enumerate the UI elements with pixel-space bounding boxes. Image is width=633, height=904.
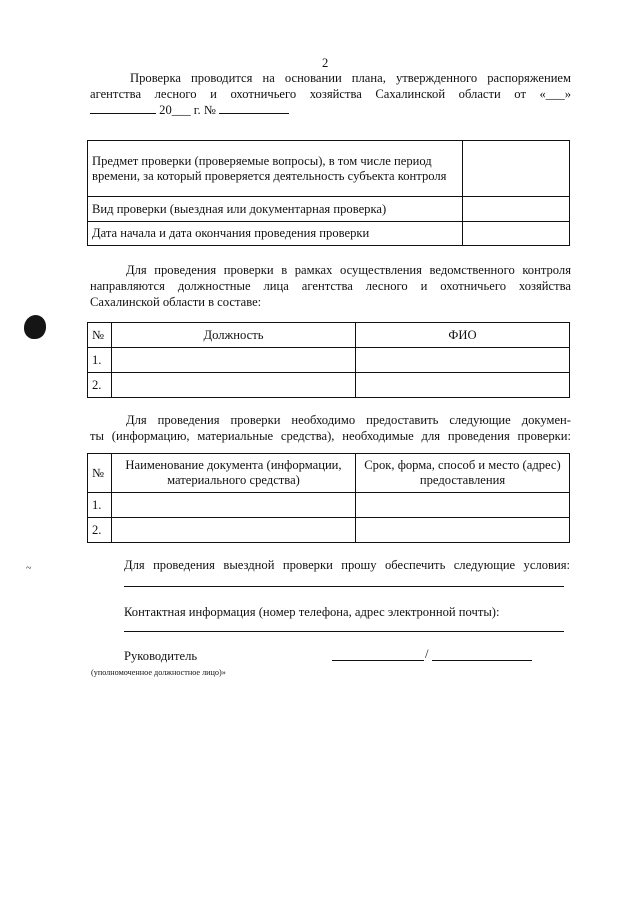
officials-table	[87, 322, 570, 398]
documents-table	[87, 453, 570, 543]
scan-mark: ~	[26, 563, 32, 574]
signature-label: Руководитель	[124, 649, 198, 663]
column-header-number: №	[88, 454, 112, 493]
intro-line-3	[90, 102, 571, 118]
documents-paragraph	[90, 412, 571, 444]
documents-line-2: ты (информацию, материальные средства), необходимые для проведения проверки:	[90, 429, 571, 443]
column-header-document: Наименование документа (информации, материального средства)	[112, 454, 356, 493]
onsite-conditions-text: Для проведения выездной проверки прошу обеспечить следующие условия:	[124, 558, 570, 572]
hole-punch-mark	[24, 315, 46, 339]
contact-info-line	[124, 631, 564, 632]
table-row	[88, 493, 570, 518]
document-cell	[112, 493, 356, 518]
officials-line-2: направляются должностные лица агентства лесного и охотничьего хозяйства	[90, 279, 571, 293]
page-number: 2	[322, 56, 329, 70]
position-cell	[112, 373, 356, 398]
name-cell	[356, 373, 570, 398]
inspection-subject-value	[463, 141, 570, 197]
column-header-name: ФИО	[356, 323, 570, 348]
column-header-position: Должность	[112, 323, 356, 348]
inspection-dates-value	[463, 222, 570, 246]
intro-paragraph	[90, 70, 571, 118]
table-row	[88, 348, 570, 373]
name-cell	[356, 348, 570, 373]
signature-caption: (уполномоченное должностное лицо)»	[91, 668, 226, 677]
name-line	[432, 660, 532, 661]
officials-line-3: Сахалинской области в составе:	[90, 295, 262, 309]
deadline-cell	[356, 493, 570, 518]
intro-line-2: агентства лесного и охотничьего хозяйства Сахалинской области от «___»	[90, 87, 571, 101]
onsite-conditions-line	[124, 586, 564, 587]
table-row	[88, 373, 570, 398]
column-header-deadline: Срок, форма, способ и место (адрес) предоставления	[356, 454, 570, 493]
inspection-subject-cell: Предмет проверки (проверяемые вопросы), в том числе период времени, за который проверяется деятельность субъекта контроля	[88, 141, 463, 197]
inspection-type-cell: Вид проверки (выездная или документарная проверка)	[88, 197, 463, 222]
order-number-blank	[219, 102, 289, 114]
signature-separator: /	[425, 647, 429, 661]
inspection-dates-cell: Дата начала и дата окончания проведения проверки	[88, 222, 463, 246]
column-header-number: №	[88, 323, 112, 348]
document-cell	[112, 518, 356, 543]
date-blank	[90, 102, 156, 114]
position-cell	[112, 348, 356, 373]
officials-paragraph	[90, 262, 571, 310]
deadline-cell	[356, 518, 570, 543]
signature-line	[332, 660, 424, 661]
inspection-table	[87, 140, 570, 246]
intro-line-1: Проверка проводится на основании плана, утвержденного распоряжением	[130, 71, 571, 85]
row-number: 2.	[88, 373, 112, 398]
row-number: 1.	[88, 493, 112, 518]
inspection-type-value	[463, 197, 570, 222]
table-row	[88, 518, 570, 543]
officials-line-1: Для проведения проверки в рамках осуществления ведомственного контроля	[126, 263, 571, 277]
row-number: 1.	[88, 348, 112, 373]
row-number: 2.	[88, 518, 112, 543]
contact-info-text: Контактная информация (номер телефона, адрес электронной почты):	[124, 605, 500, 619]
documents-line-1: Для проведения проверки необходимо предоставить следующие докумен-	[126, 413, 571, 427]
year-number-text: 20___ г. №	[159, 103, 216, 117]
